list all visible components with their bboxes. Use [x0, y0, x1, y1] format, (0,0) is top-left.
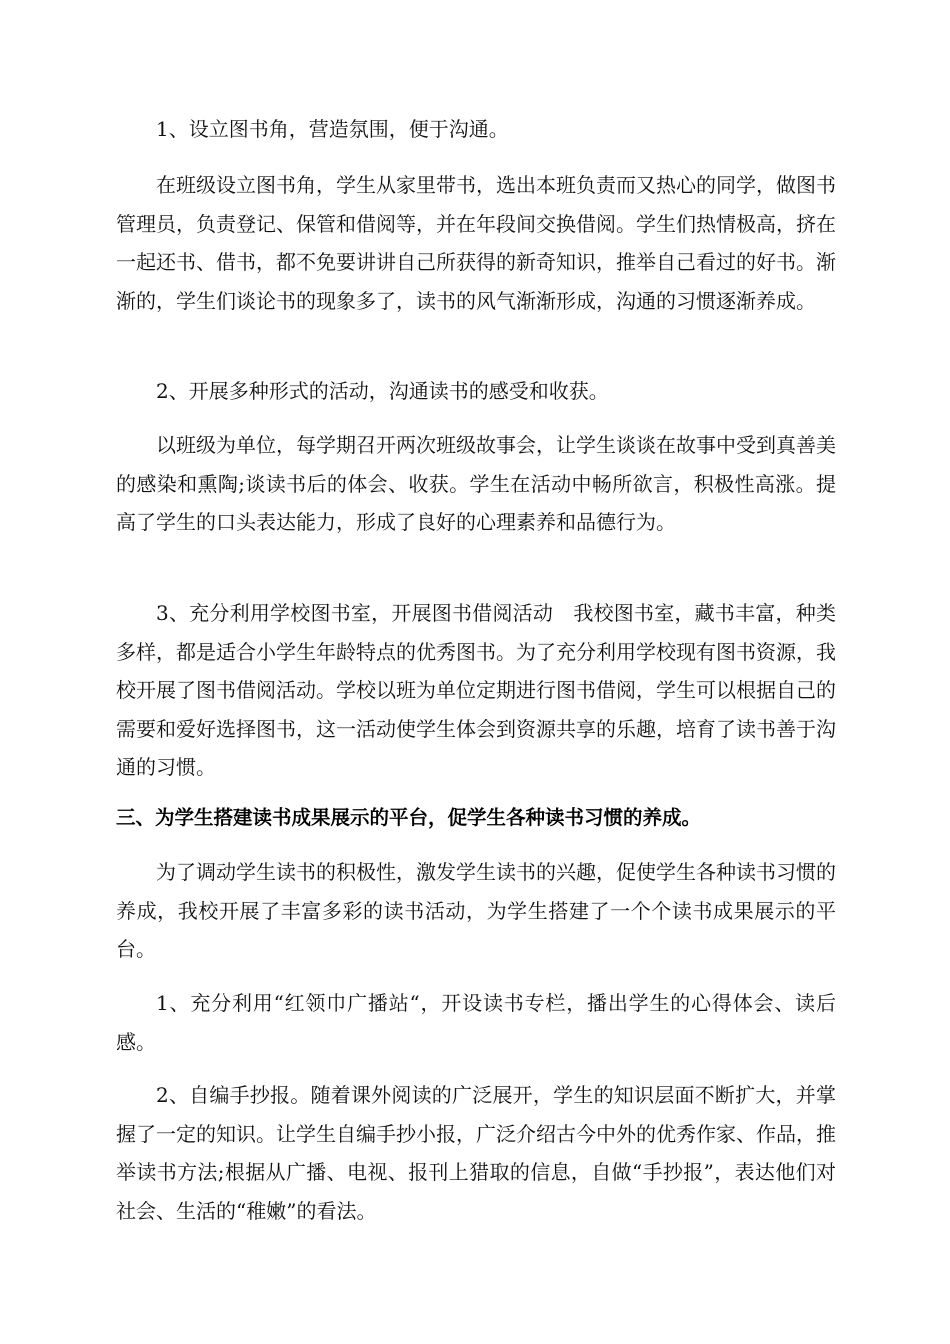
paragraph-2-heading: 2、开展多种形式的活动，沟通读书的感受和收获。: [156, 379, 609, 403]
paragraph-book-corner: 在班级设立图书角，学生从家里带书，选出本班负责而又热心的同学，做图书管理员，负责登记、保管和借阅等，并在年段间交换借阅。学生们热情极高，挤在一起还书、借书，都不免要讲讲自己所获得的新奇知识，推举自己看过的好书。渐渐的，学生们谈论书的现象多了，读书的风气渐渐形成，沟通的习惯逐渐养成。: [116, 173, 836, 313]
paragraph-radio-station: 1、充分利用“红领巾广播站“，开设读书专栏，播出学生的心得体会、读后感。: [116, 991, 836, 1054]
paragraph-story-meeting: 以班级为单位，每学期召开两次班级故事会，让学生谈谈在故事中受到真善美的感染和熏陶;谈读书后的体会、收获。学生在活动中畅所欲言，积极性高涨。提高了学生的口头表达能力，形成了良好的心理素养和品德行为。: [116, 433, 836, 534]
paragraph-reading-activities: 为了调动学生读书的积极性，激发学生读书的兴趣，促使学生各种读书习惯的养成，我校开展了丰富多彩的读书活动，为学生搭建了一个个读书成果展示的平台。: [116, 860, 836, 961]
paragraph-handwritten-newspaper: 2、自编手抄报。随着课外阅读的广泛展开，学生的知识层面不断扩大，并掌握了一定的知识。让学生自编手抄小报，广泛介绍古今中外的优秀作家、作品，推举读书方法;根据从广播、电视、报刊上猎取的信息，自做“手抄报”，表达他们对社会、生活的“稚嫩”的看法。: [116, 1083, 836, 1223]
paragraph-3-library: 3、充分利用学校图书室，开展图书借阅活动 我校图书室，藏书丰富，种类多样，都是适合小学生年龄特点的优秀图书。为了充分利用学校现有图书资源，我校开展了图书借阅活动。学校以班为单位定期进行图书借阅，学生可以根据自己的需要和爱好选择图书，这一活动使学生体会到资源共享的乐趣，培育了读书善于沟通的习惯。: [116, 601, 836, 779]
paragraph-1-heading: 1、设立图书角，营造氛围，便于沟通。: [156, 117, 509, 141]
section-heading: 三、为学生搭建读书成果展示的平台，促学生各种读书习惯的养成。: [116, 806, 702, 829]
